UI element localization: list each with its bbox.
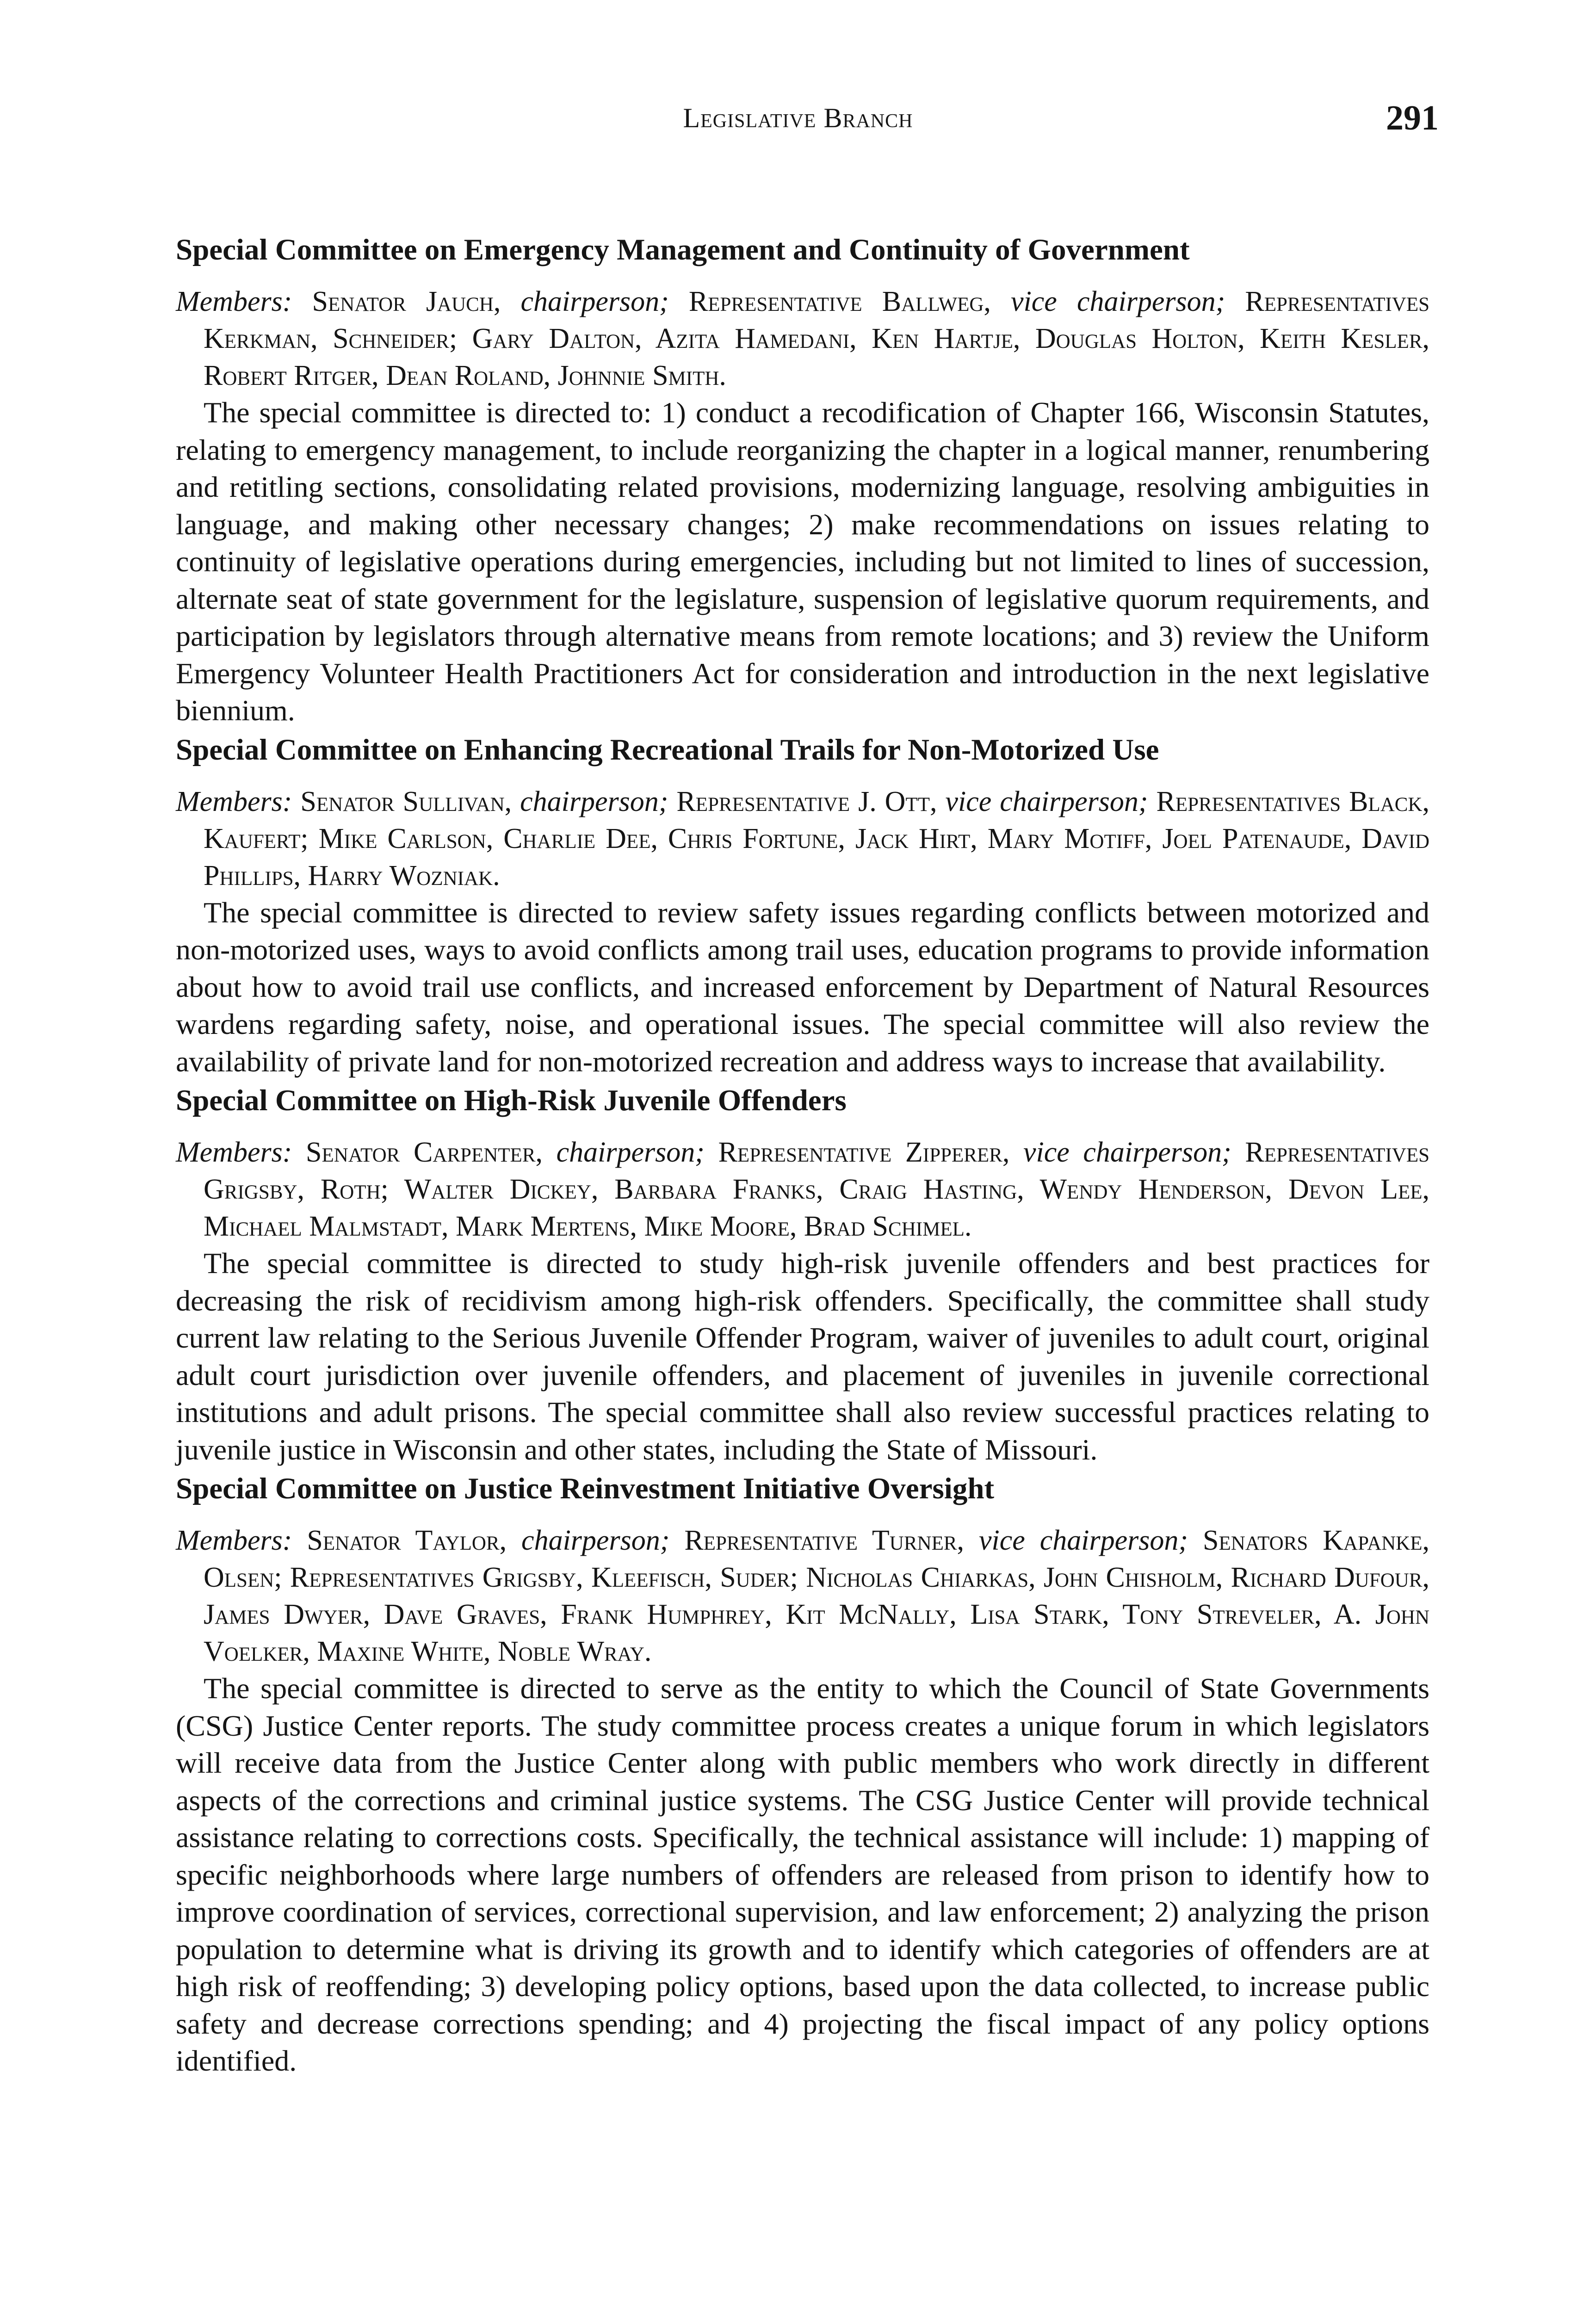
other-members: Representatives Kerkman, Schneider; Gary Dalton, Azita Hamedani, Ken Hartje, Douglas Holton, Keith Kesler, Robert Ritger, Dean Roland, Johnnie Smith. — [204, 286, 1430, 391]
running-header — [0, 95, 1596, 141]
chair-role: chairperson; — [520, 286, 669, 317]
committee-emergency-management — [176, 231, 1429, 730]
committee-description: The special committee is directed to study high-risk juvenile offenders and best practices for decreasing the risk of recidivism among high-risk offenders. Specifically, the committee shall study current law relating to the Serious Juvenile Offender Program, waiver of juveniles to adult court, original adult court jurisdiction over juvenile offenders, and placement of juveniles in juvenile correctional institutions and adult prisons. The special committee shall also review successful practices relating to juvenile justice in Wisconsin and other states, including the State of Missouri. — [176, 1247, 1429, 1466]
members-list — [204, 286, 1429, 391]
vice-chair-role: vice chairperson; — [1011, 286, 1225, 317]
committee-juvenile-offenders — [176, 1082, 1429, 1468]
chair-role: chairperson; — [521, 1525, 670, 1556]
members-label: Members: — [176, 1525, 292, 1556]
chair-name: Senator Carpenter, — [306, 1137, 557, 1168]
members-list — [204, 1525, 1429, 1667]
chair-name: Senator Jauch, — [312, 286, 521, 317]
committee-members — [176, 783, 1429, 894]
other-members: Representatives Grigsby, Roth; Walter Dickey, Barbara Franks, Craig Hasting, Wendy Henderson, Devon Lee, Michael Malmstadt, Mark Mertens, Mike Moore, Brad Schimel. — [204, 1137, 1429, 1242]
committee-description: The special committee is directed to serve as the entity to which the Council of State Governments (CSG) Justice Center reports. The study committee process creates a unique forum in which legislators will receive data from the Justice Center along with public members who work directly in different aspects of the corrections and criminal justice systems. The CSG Justice Center will provide technical assistance relating to corrections costs. Specifically, the technical assistance will include: 1) mapping of specific neighborhoods where large numbers of offenders are released from prison to identify how to improve coordination of services, correctional supervision, and law enforcement; 2) analyzing the prison population to determine what is driving its growth and to identify which categories of offenders are at high risk of reoffending; 3) developing policy options, based upon the data collected, to increase public safety and decrease corrections spending; and 4) projecting the fiscal impact of any policy options identified. — [176, 1672, 1429, 2077]
committee-members — [176, 1134, 1429, 1245]
other-members: Senators Kapanke, Olsen; Representatives Grigsby, Kleefisch, Suder; Nicholas Chiarkas, John Chisholm, Richard Dufour, James Dwyer, Dave Graves, Frank Humphrey, Kit McNally, Lisa Stark, Tony Streveler, A. John Voelker, Maxine White, Noble Wray. — [204, 1525, 1429, 1667]
vice-chair-role: vice chairperson; — [1023, 1137, 1231, 1168]
running-title: Legislative Branch — [683, 103, 913, 133]
members-label: Members: — [176, 785, 292, 817]
committee-members — [176, 283, 1429, 394]
chair-name: Senator Taylor, — [307, 1525, 522, 1556]
vice-chair-name: Representative J. Ott, — [668, 785, 946, 817]
committee-recreational-trails — [176, 731, 1429, 1081]
committee-description: The special committee is directed to: 1) conduct a recodification of Chapter 166, Wisconsin Statutes, relating to emergency management, to include reorganizing the chapter in a logical manner, renumbering and retitling sections, consolidating related provisions, modernizing language, resolving ambiguities in language, and making other necessary changes; 2) make recommendations on issues relating to continuity of legislative operations during emergencies, including but not limited to lines of succession, alternate seat of state government for the legislature, suspension of legislative quorum requirements, and participation by legislators through alternative means from remote locations; and 3) review the Uniform Emergency Volunteer Health Practitioners Act for consideration and introduction in the next legislative biennium. — [176, 396, 1429, 727]
members-list — [204, 786, 1429, 891]
committee-title: Special Committee on High-Risk Juvenile Offenders — [176, 1084, 847, 1117]
vice-chair-role: vice chairperson; — [945, 785, 1148, 817]
committee-justice-reinvestment — [176, 1470, 1429, 2080]
page-number: 291 — [1386, 99, 1439, 137]
chair-name: Senator Sullivan, — [300, 785, 520, 817]
committee-description: The special committee is directed to review safety issues regarding conflicts between motorized and non-motorized uses, ways to avoid conflicts among trail uses, education programs to provide information about how to avoid trail use conflicts, and increased enforcement by Department of Natural Resources wardens regarding safety, noise, and operational issues. The special committee will also review the availability of private land for non-motorized recreation and address ways to increase that availability. — [176, 896, 1429, 1078]
members-label: Members: — [176, 1137, 292, 1168]
vice-chair-name: Representative Turner, — [669, 1525, 979, 1556]
members-list — [204, 1137, 1429, 1242]
chair-role: chairperson; — [520, 785, 668, 817]
vice-chair-name: Representative Zipperer, — [704, 1137, 1023, 1168]
other-members: Representatives Black, Kaufert; Mike Carlson, Charlie Dee, Chris Fortune, Jack Hirt, Mary Motiff, Joel Patenaude, David Phillips, Harry Wozniak. — [204, 785, 1429, 891]
chair-role: chairperson; — [556, 1137, 705, 1168]
page-content — [176, 231, 1429, 2082]
committee-title: Special Committee on Enhancing Recreational Trails for Non-Motorized Use — [176, 733, 1159, 767]
vice-chair-role: vice chairperson; — [979, 1525, 1188, 1556]
committee-title: Special Committee on Justice Reinvestment Initiative Oversight — [176, 1472, 995, 1505]
committee-title: Special Committee on Emergency Management and Continuity of Government — [176, 233, 1190, 266]
members-label: Members: — [176, 286, 292, 317]
committee-members — [176, 1522, 1429, 1670]
vice-chair-name: Representative Ballweg, — [668, 286, 1011, 317]
